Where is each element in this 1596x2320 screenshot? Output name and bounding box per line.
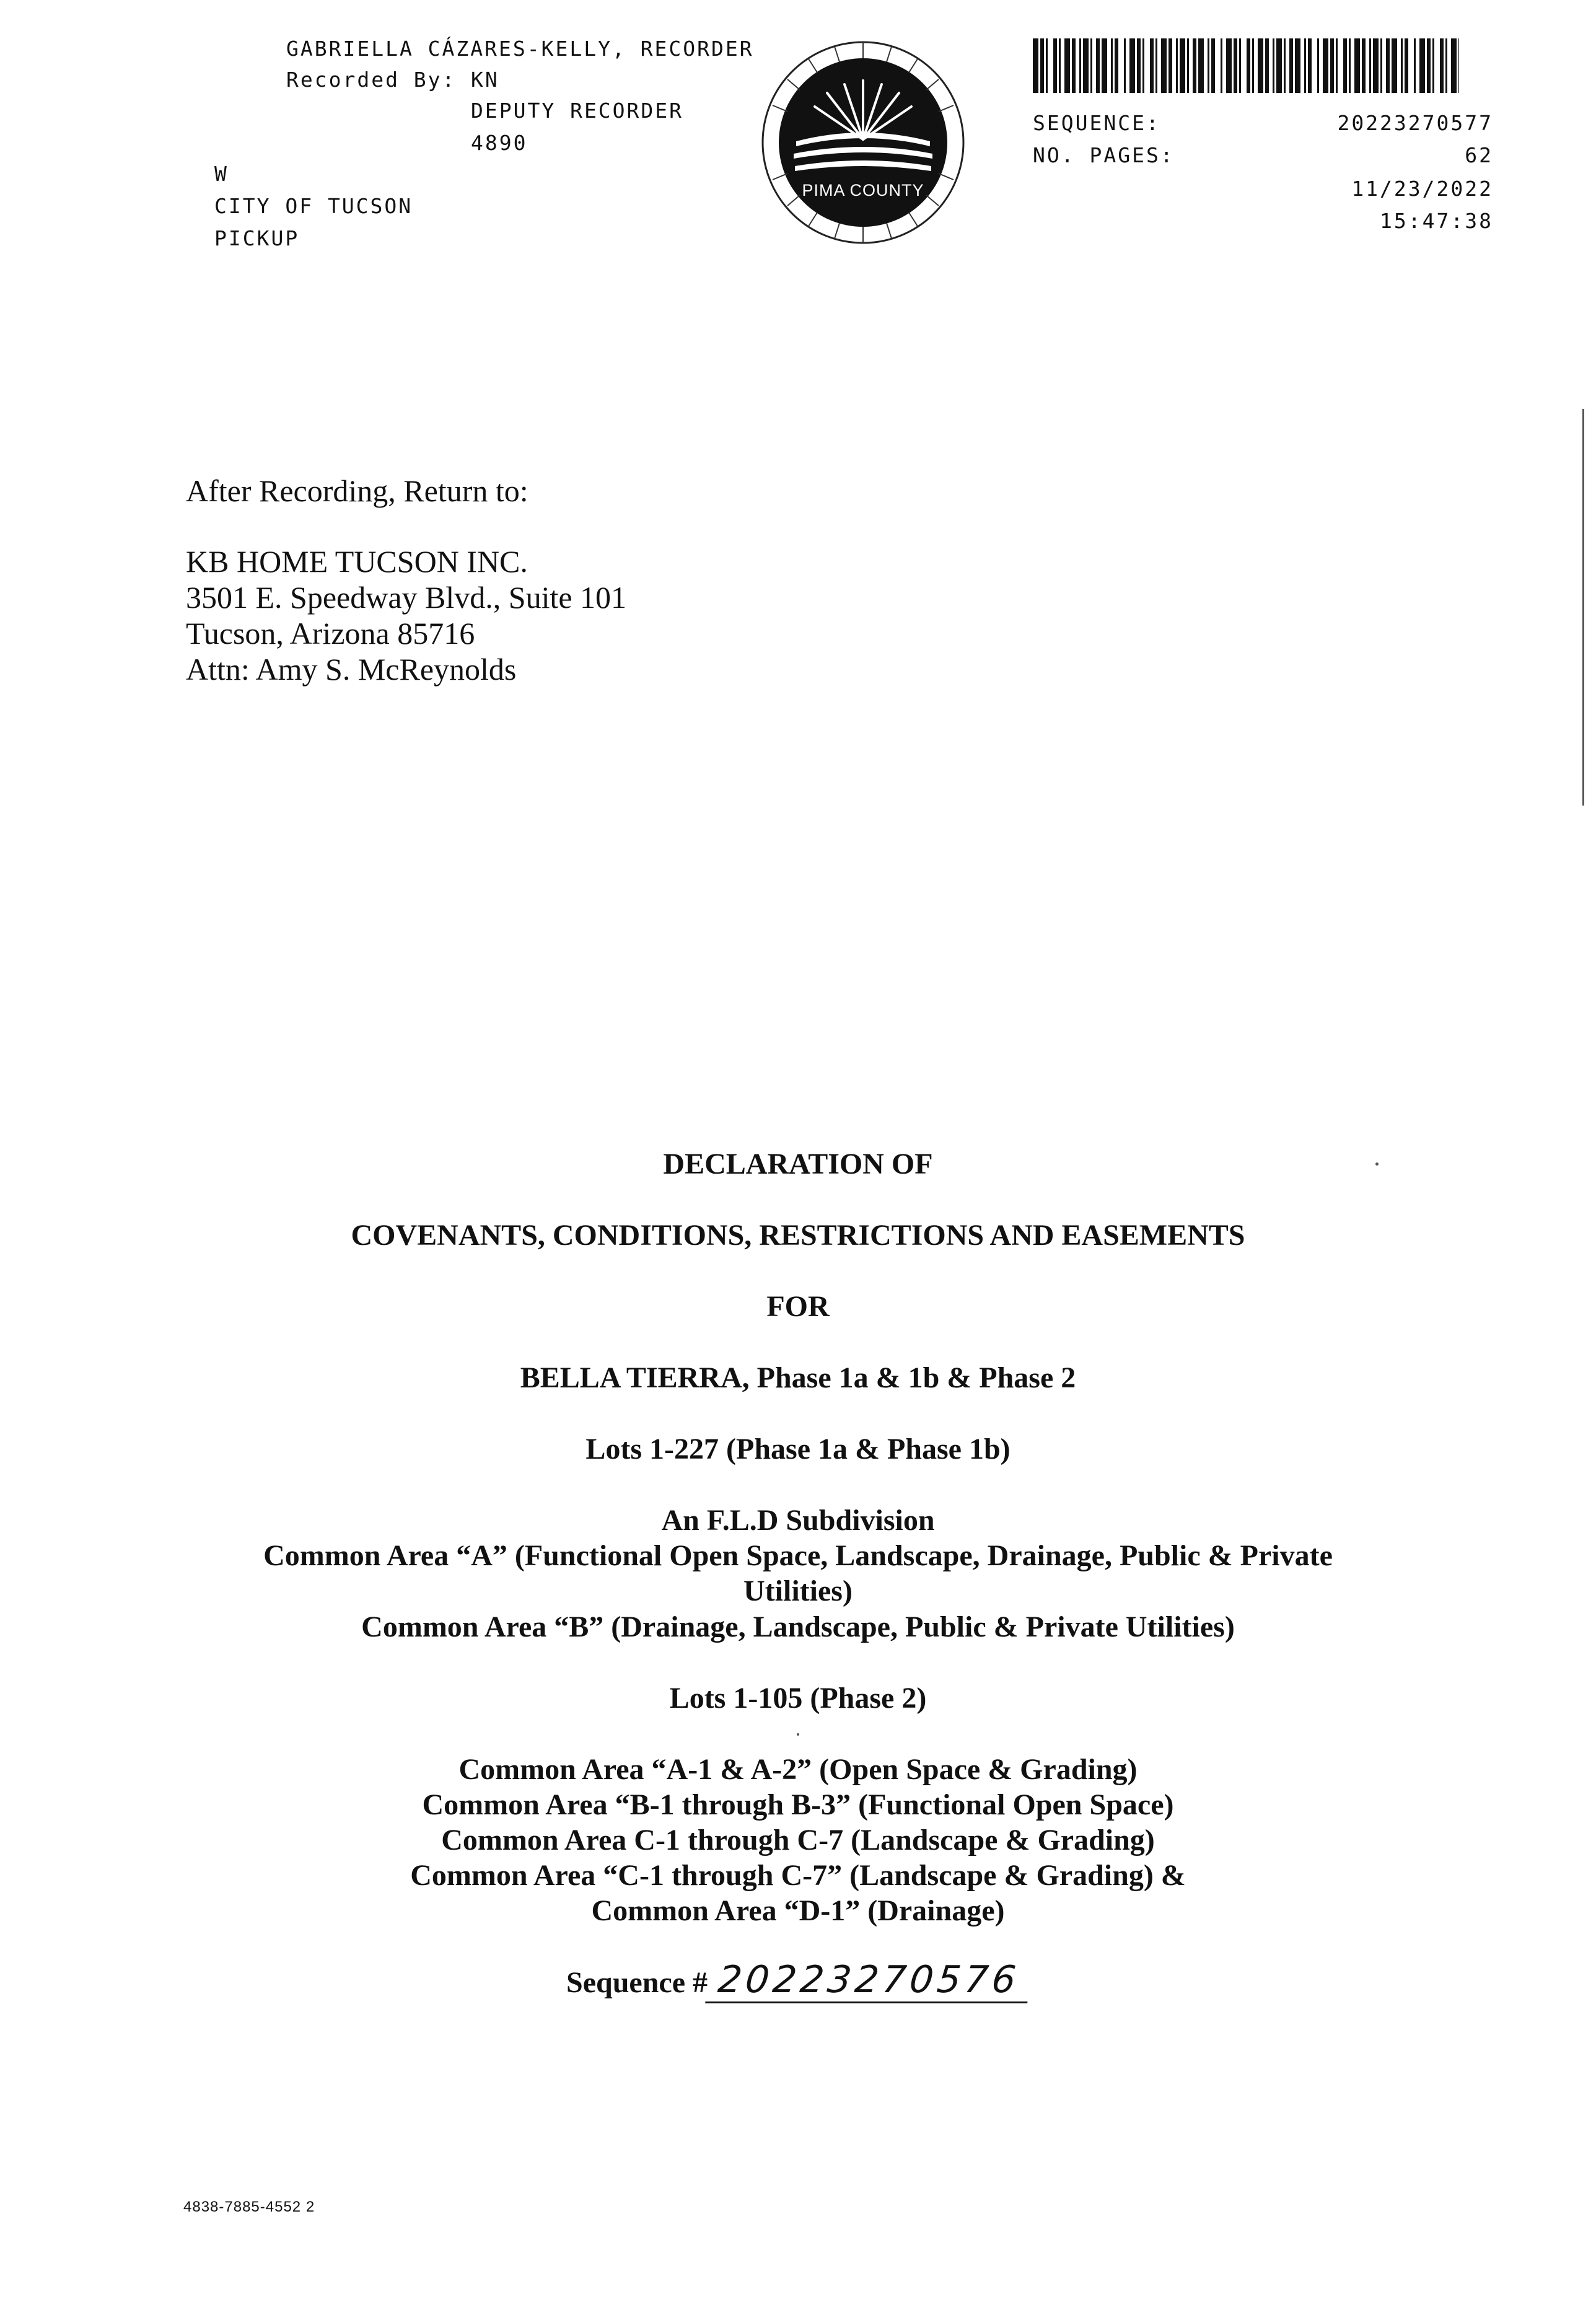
title-lots-phase-1: Lots 1-227 (Phase 1a & Phase 1b) [585,1433,1011,1465]
barcode-bar [1308,38,1312,93]
barcode-bar [1336,38,1338,93]
recording-party: CITY OF TUCSON [214,194,413,218]
title-common-area-a1-a2: Common Area “A-1 & A-2” (Open Space & Grading) [458,1753,1138,1786]
barcode-bar [1142,38,1144,93]
barcode-bar [1193,38,1196,93]
barcode-bar [1343,38,1347,93]
sequence-field-label: Sequence # [566,1966,708,1999]
barcode-bar [1102,38,1107,93]
barcode-bar [1284,38,1286,93]
barcode-bar [1124,38,1126,93]
barcode-bar [1258,38,1263,93]
delivery-method: PICKUP [214,226,300,250]
pages-value: 62 [1465,143,1493,167]
barcode-bar [1064,38,1070,93]
barcode-bar [1234,38,1237,93]
barcode [1033,38,1459,93]
scan-edge-line [1582,409,1584,806]
return-to-heading: After Recording, Return to: [186,473,528,508]
barcode-bar [1392,38,1397,93]
title-common-area-b: Common Area “B” (Drainage, Landscape, Public & Private Utilities) [361,1610,1235,1643]
barcode-bar [1247,38,1250,93]
barcode-bar [1221,38,1222,93]
barcode-bar [1252,38,1254,93]
handwritten-sequence-number: 20223270576 [705,1958,1032,2003]
barcode-bar [1317,38,1319,93]
barcode-bar [1083,38,1089,93]
title-common-area-c1-c7: Common Area C-1 through C-7 (Landscape & Grading) [441,1824,1155,1856]
barcode-bar [1150,38,1154,93]
barcode-bar [1276,38,1282,93]
return-company: KB HOME TUCSON INC. [186,544,528,579]
barcode-bar [1405,38,1408,93]
barcode-bar [1401,38,1403,93]
barcode-bar [1427,38,1431,93]
barcode-bar [1176,38,1178,93]
scan-speck [1375,1162,1379,1166]
barcode-bar [1386,38,1390,93]
recording-time: 15:47:38 [1380,209,1493,233]
barcode-bar [1040,38,1044,93]
title-common-area-a-cont: Utilities) [743,1575,853,1607]
barcode-bar [1059,38,1061,93]
barcode-bar [1273,38,1274,93]
barcode-bar [1295,38,1300,93]
recorded-by-value: KN [471,68,499,92]
deputy-number: 4890 [471,131,528,155]
title-common-area-a: Common Area “A” (Functional Open Space, Landscape, Drainage, Public & Private [263,1539,1333,1572]
barcode-bar [1180,38,1185,93]
sun-seal-icon [758,37,968,248]
barcode-bar [1155,38,1157,93]
barcode-bar [1323,38,1328,93]
barcode-bar [1090,38,1092,93]
scan-speck [797,1733,799,1736]
title-project: BELLA TIERRA, Phase 1a & 1b & Phase 2 [520,1361,1076,1394]
title-lots-phase-2: Lots 1-105 (Phase 2) [669,1682,927,1715]
barcode-bar [1414,38,1416,93]
barcode-bar [1208,38,1209,93]
return-street: 3501 E. Speedway Blvd., Suite 101 [186,580,627,615]
title-declaration: DECLARATION OF [663,1148,933,1180]
deputy-recorder: DEPUTY RECORDER [471,99,684,123]
barcode-bar [1289,38,1293,93]
barcode-bar [1096,38,1100,93]
recording-date: 11/23/2022 [1351,177,1493,201]
barcode-bar [1265,38,1269,93]
barcode-bar [1330,38,1334,93]
barcode-bar [1053,38,1057,93]
sequence-label: SEQUENCE: [1033,111,1160,135]
title-common-area-d1: Common Area “D-1” (Drainage) [591,1894,1005,1927]
barcode-bar [1458,38,1459,93]
sequence-value: 20223270577 [1337,111,1493,135]
title-covenants: COVENANTS, CONDITIONS, RESTRICTIONS AND EASEMENTS [351,1219,1245,1252]
barcode-bar [1380,38,1382,93]
pages-label: NO. PAGES: [1033,143,1175,167]
seal-text: PIMA COUNTY [802,181,924,200]
barcode-bar [1198,38,1204,93]
barcode-bar [1369,38,1371,93]
document-type-code: W [214,162,229,186]
barcode-bar [1445,38,1447,93]
barcode-bar [1072,38,1076,93]
barcode-bar [1137,38,1141,93]
barcode-bar [1115,38,1118,93]
recorder-name: GABRIELLA CÁZARES-KELLY, RECORDER [286,37,754,61]
title-for: FOR [766,1290,830,1323]
sequence-field [0,1958,1596,2008]
barcode-bar [1187,38,1189,93]
barcode-bar [1451,38,1457,93]
document-id-footer: 4838-7885-4552 2 [183,2199,315,2215]
barcode-bar [1033,38,1038,93]
barcode-bar [1304,38,1306,93]
barcode-bar [1161,38,1167,93]
barcode-bar [1211,38,1215,93]
barcode-bar [1239,38,1241,93]
barcode-bar [1440,38,1444,93]
barcode-bar [1362,38,1366,93]
pima-county-seal [758,37,968,248]
barcode-bar [1349,38,1351,93]
return-attn: Attn: Amy S. McReynolds [186,652,517,687]
title-common-area-c1-c7-quoted: Common Area “C-1 through C-7” (Landscape & Grading) & [410,1859,1186,1892]
title-common-area-b1-b3: Common Area “B-1 through B-3” (Functional Open Space) [422,1788,1174,1821]
barcode-bar [1226,38,1232,93]
barcode-bar [1111,38,1113,93]
barcode-bar [1168,38,1172,93]
barcode-bar [1419,38,1425,93]
barcode-bar [1046,38,1048,93]
barcode-bar [1354,38,1360,93]
barcode-bar [1129,38,1135,93]
barcode-bar [1432,38,1434,93]
barcode-bar [1373,38,1379,93]
title-subdivision: An F.L.D Subdivision [661,1504,935,1537]
barcode-bar [1079,38,1081,93]
recorded-by-label: Recorded By: [286,68,457,92]
return-city: Tucson, Arizona 85716 [186,616,475,651]
